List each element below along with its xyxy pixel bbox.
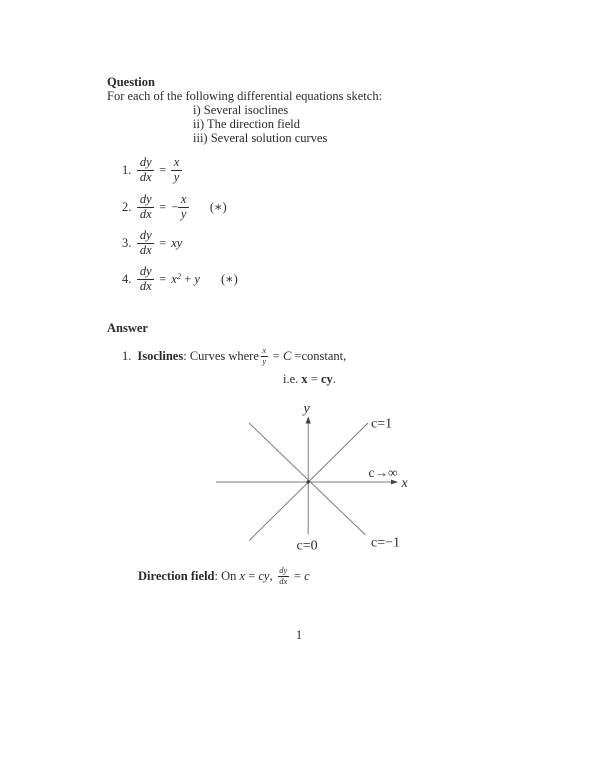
exponent: 2 (176, 270, 182, 281)
label-c-to-infinity: c→∞ (368, 465, 398, 480)
equals-sign: = (159, 199, 167, 214)
equation-2 (122, 192, 227, 222)
equation-3-rhs: xy (171, 235, 183, 250)
equation-3-lhs-fraction: $\frac{dy}{dx}$ (137, 229, 154, 258)
equation-1-rhs-fraction: $\frac{x}{y}$ (171, 156, 182, 185)
x-axis-label: x (401, 476, 408, 491)
inline-fraction-x-over-y: $\frac{x}{y}$ (262, 345, 267, 366)
display-equation-x-equals-cy: i.e. x = cy. (283, 372, 336, 386)
constant-variable: C (282, 349, 292, 363)
equation-4 (122, 264, 238, 294)
answer-heading: Answer (107, 321, 148, 335)
isocline-c-neg1-line (249, 423, 366, 535)
answer-item-isoclines: 1. Isoclines : Curves where $\frac{x}{y}$ = C =constant, (122, 345, 347, 366)
label-c-equals-0: c=0 (296, 538, 318, 554)
y-axis-label: y (303, 401, 310, 417)
subitem-solution-curves: iii) Several solution curves (193, 131, 328, 146)
x-axis-arrowhead-icon (391, 480, 398, 485)
subitem-direction-field: ii) The direction field (193, 117, 301, 132)
equation-4-lhs-fraction: $\frac{dy}{dx}$ (137, 265, 154, 294)
label-c-equals-neg1: c=−1 (371, 535, 401, 551)
y-axis-arrowhead-icon (306, 417, 311, 424)
origin-dot (307, 480, 310, 483)
page-number: 1 (295, 628, 303, 642)
equation-4-rhs: $x^2 + y$ (171, 270, 200, 286)
isocline-diagram (200, 393, 418, 561)
question-intro: For each of the following differential equations sketch: (107, 88, 383, 103)
answer-item-number: 1. (122, 349, 132, 363)
equation-1 (122, 155, 182, 185)
question-subitems (193, 103, 327, 145)
star-marker: (∗) (209, 200, 227, 214)
equation-1-number: 1. (122, 162, 132, 177)
star-marker: (∗) (220, 272, 238, 286)
isoclines-term: Isoclines (137, 349, 184, 363)
equation-3-number: 3. (122, 235, 132, 250)
equation-2-number: 2. (122, 199, 132, 214)
equals-sign: = (159, 162, 167, 177)
equation-2-rhs-fraction: $\frac{x}{y}$ (178, 193, 189, 222)
question-heading: Question (107, 74, 155, 89)
equation-2-lhs-fraction: $\frac{dy}{dx}$ (137, 193, 154, 222)
equation-3 (122, 228, 182, 258)
direction-field-term: Direction field (138, 569, 215, 583)
equals-sign: = (159, 271, 167, 286)
minus-sign: − (171, 199, 179, 214)
subitem-isoclines: i) Several isoclines (193, 103, 289, 117)
inline-fraction-dy-over-dx: $\frac{dy}{dx}$ (279, 565, 288, 586)
equation-4-number: 4. (122, 271, 132, 286)
label-c-equals-1: c=1 (371, 416, 393, 432)
equation-1-lhs-fraction: $\frac{dy}{dx}$ (137, 156, 154, 185)
direction-field-note: Direction field : On x = cy , $\frac{dy}{dx}$ = c (138, 565, 310, 586)
equals-sign: = (159, 235, 167, 250)
equals-sign: = (269, 349, 283, 363)
